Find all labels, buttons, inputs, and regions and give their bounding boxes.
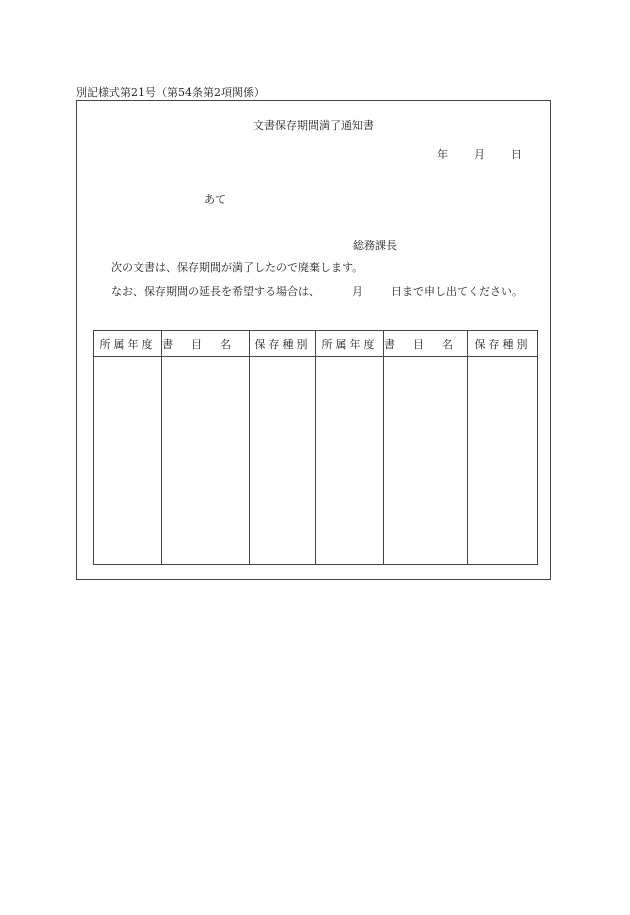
cell-retention-type[interactable] bbox=[250, 357, 316, 565]
cell-fiscal-year[interactable] bbox=[94, 357, 162, 565]
cell-document-name[interactable] bbox=[162, 357, 250, 565]
addressee-line: あて bbox=[204, 193, 226, 206]
body-line-1: 次の文書は、保存期間が満了したので廃棄します。 bbox=[111, 261, 364, 274]
header-fiscal-year: 所属年度 bbox=[94, 331, 162, 357]
table-header-row bbox=[94, 331, 538, 357]
date-month-label: 月 bbox=[474, 148, 485, 161]
header-fiscal-year-2: 所属年度 bbox=[316, 331, 384, 357]
date-day-label: 日 bbox=[511, 148, 522, 161]
sender-title: 総務課長 bbox=[353, 239, 397, 252]
body-line-2 bbox=[111, 283, 523, 299]
header-document-name-2: 書目名 bbox=[384, 331, 468, 357]
header-retention-type-2: 保存種別 bbox=[468, 331, 538, 357]
cell-retention-type-2[interactable] bbox=[468, 357, 538, 565]
cell-document-name-2[interactable] bbox=[384, 357, 468, 565]
header-retention-type: 保存種別 bbox=[250, 331, 316, 357]
body-line-2-prefix: なお、保存期間の延長を希望する場合は、 bbox=[111, 285, 320, 298]
date-line bbox=[437, 146, 522, 162]
body-line-2-month: 月 bbox=[352, 285, 363, 298]
table-row bbox=[94, 357, 538, 565]
date-year-label: 年 bbox=[437, 148, 448, 161]
document-title: 文書保存期間満了通知書 bbox=[253, 119, 374, 132]
body-line-2-suffix: 日まで申し出てください。 bbox=[391, 285, 523, 298]
header-document-name: 書目名 bbox=[162, 331, 250, 357]
form-caption: 別記様式第21号（第54条第2項関係） bbox=[76, 86, 265, 99]
records-table bbox=[93, 330, 538, 565]
notice-form bbox=[76, 100, 551, 580]
cell-fiscal-year-2[interactable] bbox=[316, 357, 384, 565]
